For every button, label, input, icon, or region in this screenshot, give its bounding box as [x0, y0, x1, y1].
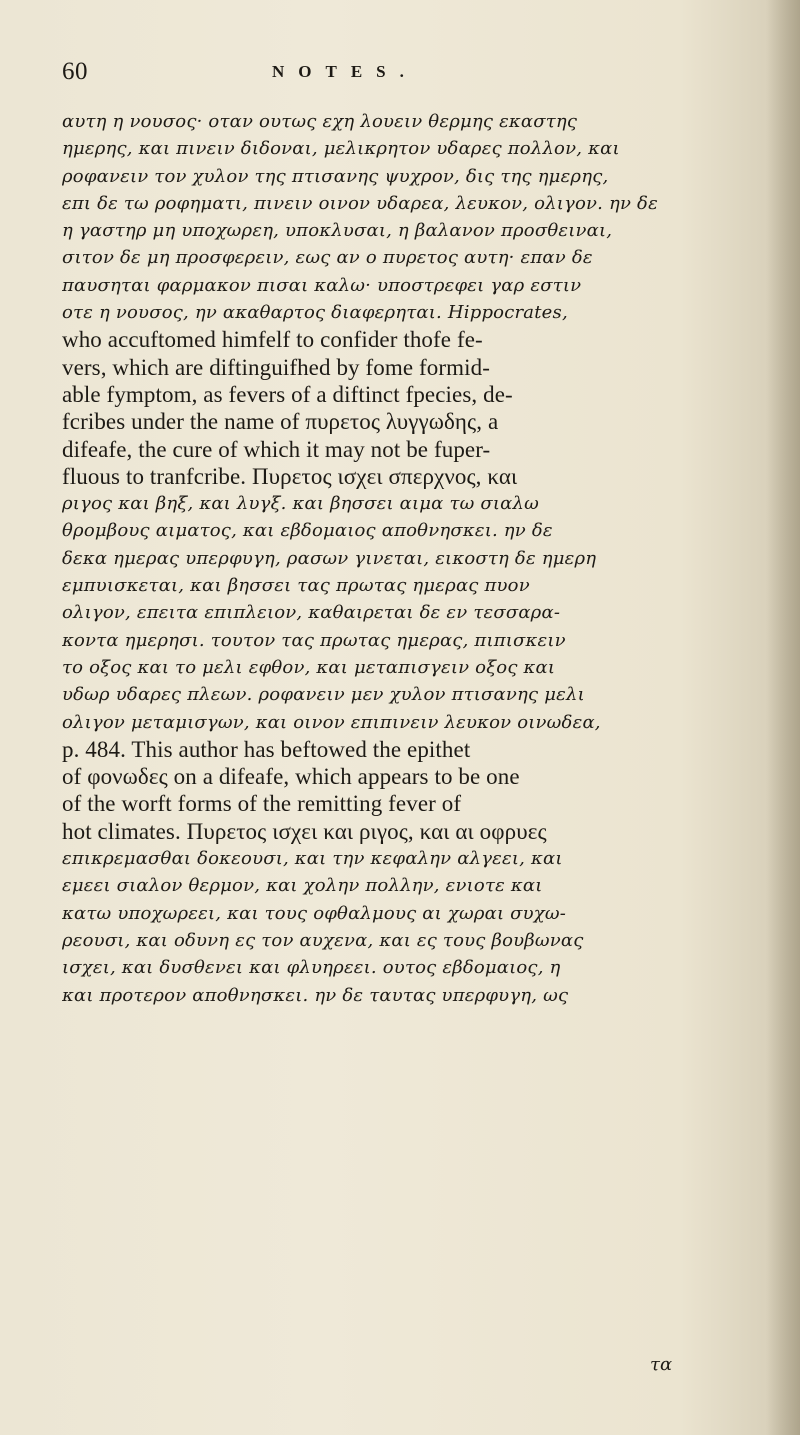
- text-line: of the worft forms of the remitting fever of: [62, 791, 462, 817]
- text-line: ροφανειν τον χυλον της πτισανης ψυχρον, δις της ημερης,: [62, 165, 609, 187]
- text-line: αυτη η νουσος· οταν ουτως εχη λουειν θερμης εκαστης: [62, 111, 578, 132]
- text-line: δεκα ημερας υπερφυγη, ρασων γινεται, εικοστη δε ημερη: [62, 547, 597, 569]
- page-header: [62, 58, 702, 92]
- text-line: επικρεμασθαι δοκεουσι, και την κεφαλην αλγεει, και: [62, 848, 563, 870]
- text-line: ριγος και βηξ, και λυγξ. και βησσει αιμα τω σιαλω: [62, 493, 540, 515]
- body-text: [62, 108, 712, 1009]
- text-line: σιτον δε μη προσφερειν, εως αν ο πυρετος αυτη· επαν δε: [62, 247, 593, 269]
- text-line: επι δε τω ροφηματι, πινειν οινον υδαρεα, λευκον, ολιγον. ην δε: [62, 192, 658, 214]
- text-line: οτε η νουσος, ην ακαθαρτος διαφερηται. Hippocrates,: [62, 302, 568, 324]
- text-line: who accuftomed himfelf to confider thofe fe-: [62, 327, 483, 353]
- text-line: difeafe, the cure of which it may not be fuper-: [62, 436, 491, 462]
- text-line: η γαστηρ μη υποχωρεη, υποκλυσαι, η βαλανον προσθειναι,: [62, 220, 613, 242]
- text-line: fcribes under the name of πυρετος λυγγωδης, a: [62, 409, 499, 435]
- text-line: το οξος και το μελι εφθον, και μεταπισγειν οξος και: [62, 656, 556, 678]
- running-head: NOTES.: [272, 62, 418, 81]
- page-number: 60: [62, 58, 88, 85]
- text-line: κοντα ημερησι. τουτον τας πρωτας ημερας, πιπισκειν: [62, 629, 566, 651]
- text-line: παυσηται φαρμακον πισαι καλω· υποστρεφει γαρ εστιν: [62, 274, 582, 296]
- text-line: of φονωδες on a difeafe, which appears to be one: [62, 764, 520, 790]
- text-line: ημερης, και πινειν διδοναι, μελικρητον υδαρες πολλον, και: [62, 138, 620, 160]
- catchword: τα: [650, 1354, 673, 1375]
- text-line: hot climates. Πυρετος ισχει και ριγος, και αι οφρυες: [62, 818, 547, 844]
- text-line: p. 484. This author has beftowed the epithet: [62, 736, 471, 762]
- text-line: υδωρ υδαρες πλεων. ροφανειν μεν χυλον πτισανης μελι: [62, 684, 585, 706]
- text-line: κατω υποχωρεει, και τους οφθαλμους αι χωραι συχω-: [62, 902, 567, 924]
- text-line: ισχει, και δυσθενει και φλυηρεει. ουτος εβδομαιος, η: [62, 957, 561, 979]
- text-line: ολιγον μεταμισγων, και οινον επιπινειν λευκον οινωδεα,: [62, 711, 601, 733]
- text-line: fluous to tranfcribe. Πυρετος ισχει σπερχνος, και: [62, 463, 518, 489]
- text-line: able fymptom, as fevers of a diftinct fpecies, de-: [62, 381, 513, 407]
- text-line: εμπυισκεται, και βησσει τας πρωτας ημερας πυον: [62, 575, 530, 597]
- page-edge-shadow: [766, 0, 800, 1435]
- text-line: ολιγον, επειτα επιπλειον, καθαιρεται δε εν τεσσαρα-: [62, 602, 561, 624]
- text-line: και προτερον αποθνησκει. ην δε ταυτας υπερφυγη, ως: [62, 984, 569, 1006]
- text-line: εμεει σιαλον θερμον, και χολην πολλην, ενιοτε και: [62, 875, 543, 897]
- text-line: ρεουσι, και οδυνη ες τον αυχενα, και ες τους βουβωνας: [62, 929, 584, 951]
- text-line: vers, which are diftinguifhed by fome formid-: [62, 354, 490, 380]
- text-line: θρομβους αιματος, και εβδομαιος αποθνησκει. ην δε: [62, 520, 553, 542]
